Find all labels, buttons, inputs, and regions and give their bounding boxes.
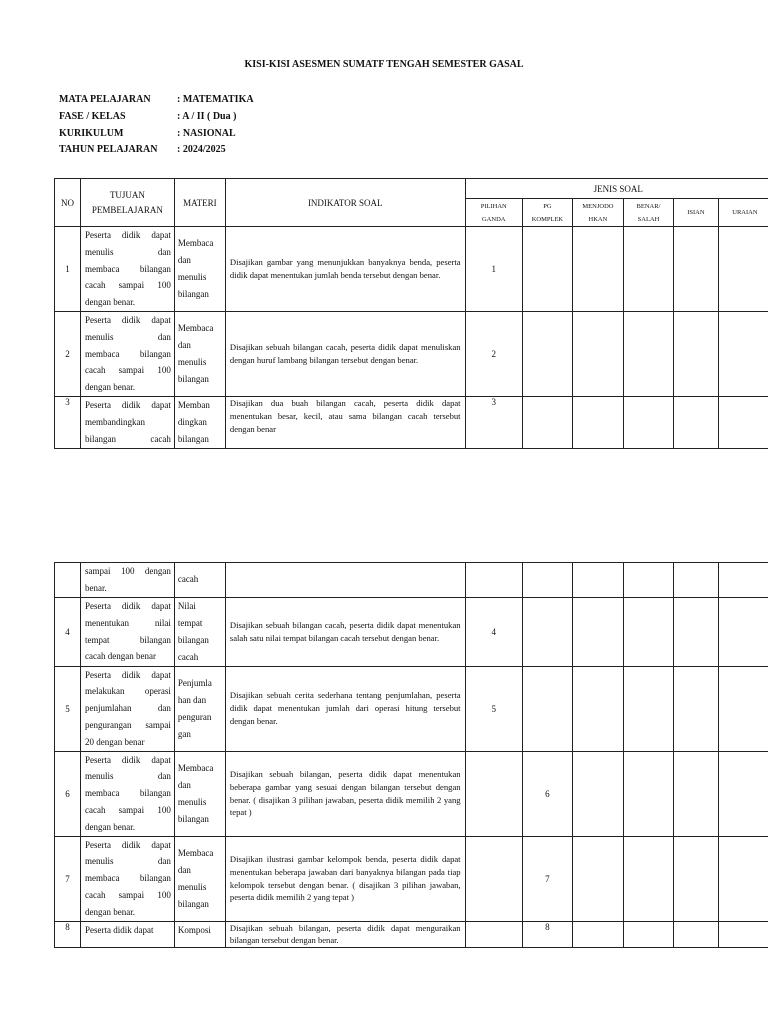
cell-no: 3: [55, 397, 81, 449]
cell-indikator: Disajikan sebuah bilangan, peserta didik dapat menguraikan bilangan tersebut dengan benar.: [225, 921, 465, 948]
cell-isian: [673, 597, 718, 666]
meta-value: : A / II ( Dua ): [177, 110, 237, 122]
cell-materi: [174, 597, 225, 666]
document-meta: [59, 92, 254, 159]
cell-uraian: [718, 921, 768, 948]
tujuan-line: membaca bilangan: [85, 873, 171, 884]
cell-uraian: [718, 397, 768, 449]
cell-uraian: [718, 836, 768, 921]
cell-tujuan: [81, 836, 175, 921]
cell-isian: [673, 227, 718, 312]
header-menjodohkan: [572, 199, 623, 227]
cell-pilihan-ganda: [465, 836, 522, 921]
materi-line: Penjumla: [177, 677, 212, 688]
tujuan-line: membandingkan: [85, 416, 146, 427]
table-row: [55, 312, 768, 397]
tujuan-line: melakukan operasi: [85, 686, 171, 697]
tujuan-line: dengan benar.: [85, 382, 136, 393]
tujuan-line: cacah sampai 100: [85, 804, 171, 815]
cell-pg-komplek: [522, 666, 572, 751]
header-jenis-soal: JENIS SOAL: [465, 179, 768, 199]
tujuan-line: menulis dan: [85, 331, 171, 342]
materi-line: Komposi: [177, 924, 211, 935]
tujuan-line: Peserta didik dapat: [85, 754, 171, 765]
tujuan-line: menulis dan: [85, 856, 171, 867]
cell-pilihan-ganda: [465, 921, 522, 948]
cell-no: 4: [55, 597, 81, 666]
cell-materi: [174, 397, 225, 449]
header-line: PILIHAN: [480, 202, 507, 210]
meta-key: KURIKULUM: [59, 127, 124, 139]
cell-isian: [673, 312, 718, 397]
cell-menjodohkan: [572, 397, 623, 449]
cell-indikator: Disajikan sebuah bilangan cacah, peserta didik dapat menuliskan dengan huruf lambang bilangan tersebut dengan benar.: [225, 312, 465, 397]
cell-pg-komplek: [522, 563, 572, 598]
cell-menjodohkan: [572, 227, 623, 312]
cell-menjodohkan: [572, 312, 623, 397]
tujuan-line: Peserta didik dapat: [85, 839, 171, 850]
header-pg-komplek: [522, 199, 572, 227]
meta-value: : MATEMATIKA: [177, 94, 254, 105]
cell-isian: [673, 751, 718, 836]
cell-menjodohkan: [572, 751, 623, 836]
cell-menjodohkan: [572, 597, 623, 666]
tujuan-line: benar.: [85, 582, 107, 593]
tujuan-line: Peserta didik dapat: [85, 669, 171, 680]
cell-benar-salah: [623, 563, 673, 598]
materi-line: bilangan: [177, 289, 209, 299]
cell-pg-komplek: 8: [522, 921, 572, 948]
materi-line: menulis: [177, 796, 207, 807]
materi-line: gan: [177, 728, 191, 739]
materi-line: tempat: [177, 617, 203, 628]
tujuan-line: membaca bilangan: [85, 348, 171, 359]
cell-isian: [673, 563, 718, 598]
cell-materi: [174, 751, 225, 836]
header-tujuan-line: TUJUAN: [109, 189, 145, 200]
meta-key: TAHUN PELAJARAN: [59, 144, 158, 156]
cell-uraian: [718, 227, 768, 312]
cell-tujuan: [81, 597, 175, 666]
cell-indikator: Disajikan sebuah bilangan, peserta didik dapat menentukan beberapa gambar yang sesuai dengan bilangan tersebut dengan benar. ( disajikan 3 pilihan jawaban, peserta didik memilih 2 yang tepat ): [225, 751, 465, 836]
materi-line: menulis: [177, 881, 207, 892]
materi-line: dan: [177, 864, 191, 875]
header-line: SALAH: [637, 215, 660, 223]
cell-pilihan-ganda: [465, 751, 522, 836]
tujuan-line: sampai 100 dengan: [85, 566, 171, 576]
cell-uraian: [718, 597, 768, 666]
meta-row: [59, 92, 254, 109]
materi-line: Memban: [177, 400, 210, 410]
materi-line: bilangan: [177, 634, 209, 645]
table-row: [55, 921, 768, 948]
cell-menjodohkan: [572, 921, 623, 948]
cell-indikator: Disajikan ilustrasi gambar kelompok benda, peserta didik dapat menentukan beberapa jawaban dari banyaknya bilangan pada tiap kelompok tersebut dengan benar. ( disajikan 3 pilihan jawaban, peserta didik memilih 2 yang tepat ): [225, 836, 465, 921]
tujuan-line: Peserta didik dapat: [85, 315, 171, 325]
header-pilihan-ganda: [465, 199, 522, 227]
cell-benar-salah: [623, 312, 673, 397]
cell-tujuan: [81, 397, 175, 449]
tujuan-line: membaca bilangan: [85, 263, 171, 274]
cell-isian: [673, 921, 718, 948]
materi-line: bilangan: [177, 434, 209, 444]
cell-benar-salah: [623, 666, 673, 751]
cell-uraian: [718, 312, 768, 397]
cell-tujuan: [81, 751, 175, 836]
cell-indikator: Disajikan dua buah bilangan cacah, peserta didik dapat menentukan besar, kecil, atau sama bilangan cacah tersebut dengan benar: [225, 397, 465, 449]
cell-indikator: Disajikan sebuah cerita sederhana tentang penjumlahan, peserta didik dapat menentukan jumlah dari operasi hitung tersebut dengan benar.: [225, 666, 465, 751]
tujuan-line: menulis dan: [85, 246, 171, 257]
cell-materi: [174, 227, 225, 312]
tujuan-line: Peserta didik dapat: [85, 924, 154, 935]
materi-line: Membaca: [177, 238, 214, 248]
cell-benar-salah: [623, 227, 673, 312]
table-row: [55, 751, 768, 836]
cell-tujuan: [81, 227, 175, 312]
tujuan-line: dengan benar.: [85, 906, 136, 917]
materi-line: Membaca: [177, 847, 214, 858]
tujuan-line: Peserta didik dapat: [85, 400, 171, 410]
materi-line: bilangan: [177, 813, 209, 824]
cell-tujuan: [81, 666, 175, 751]
materi-line: dan: [177, 779, 191, 790]
materi-line: dingkan: [177, 417, 207, 427]
meta-row: [59, 142, 254, 159]
tujuan-line: dengan benar.: [85, 821, 136, 832]
header-tujuan: [81, 179, 175, 227]
tujuan-line: Peserta didik dapat: [85, 601, 171, 611]
cell-menjodohkan: [572, 666, 623, 751]
header-line: GANDA: [481, 215, 506, 223]
header-line: BENAR/: [636, 202, 661, 210]
cell-benar-salah: [623, 397, 673, 449]
cell-no: 2: [55, 312, 81, 397]
tujuan-line: membaca bilangan: [85, 788, 171, 799]
materi-line: menulis: [177, 357, 207, 367]
cell-no: [55, 563, 81, 598]
tujuan-line: cacah sampai 100: [85, 889, 171, 900]
cell-uraian: [718, 563, 768, 598]
cell-pilihan-ganda: [465, 563, 522, 598]
materi-line: cacah: [177, 651, 199, 662]
materi-line: cacah: [177, 574, 199, 585]
cell-benar-salah: [623, 836, 673, 921]
table-header-row: [55, 179, 768, 199]
table-body-page-2: [55, 563, 768, 948]
cell-pg-komplek: [522, 597, 572, 666]
meta-row: [59, 109, 254, 126]
cell-menjodohkan: [572, 836, 623, 921]
cell-isian: [673, 666, 718, 751]
cell-pilihan-ganda: 3: [465, 397, 522, 449]
cell-benar-salah: [623, 921, 673, 948]
cell-tujuan: [81, 921, 175, 948]
cell-indikator: [225, 563, 465, 598]
cell-tujuan: [81, 563, 175, 598]
cell-no: 7: [55, 836, 81, 921]
tujuan-line: menulis dan: [85, 771, 171, 782]
cell-indikator: Disajikan gambar yang menunjukkan banyaknya benda, peserta didik dapat menentukan jumlah benda tersebut dengan benar.: [225, 227, 465, 312]
header-isian: ISIAN: [673, 199, 718, 227]
meta-key: FASE / KELAS: [59, 110, 126, 122]
cell-materi: [174, 312, 225, 397]
cell-pg-komplek: [522, 397, 572, 449]
cell-materi: [174, 921, 225, 948]
header-indikator: INDIKATOR SOAL: [225, 179, 465, 227]
materi-line: Membaca: [177, 323, 214, 333]
cell-pg-komplek: [522, 312, 572, 397]
document-title: KISI-KISI ASESMEN SUMATF TENGAH SEMESTER GASAL: [244, 59, 524, 70]
cell-menjodohkan: [572, 563, 623, 598]
header-uraian: URAIAN: [718, 199, 768, 227]
kisi-kisi-table-page-2: [54, 562, 768, 948]
tujuan-line: cacah sampai 100: [85, 280, 171, 291]
tujuan-line: Peserta didik dapat: [85, 230, 171, 240]
cell-pilihan-ganda: 5: [465, 666, 522, 751]
tujuan-line: dengan benar.: [85, 297, 136, 308]
materi-line: bilangan: [177, 374, 209, 384]
table-row: [55, 397, 768, 449]
header-materi: MATERI: [174, 179, 225, 227]
tujuan-line: 20 dengan benar: [85, 736, 145, 747]
table-row: [55, 836, 768, 921]
materi-line: bilangan: [177, 898, 209, 909]
cell-materi: [174, 563, 225, 598]
cell-pg-komplek: 7: [522, 836, 572, 921]
cell-pg-komplek: [522, 227, 572, 312]
table-row: [55, 227, 768, 312]
cell-materi: [174, 836, 225, 921]
cell-materi: [174, 666, 225, 751]
cell-no: 1: [55, 227, 81, 312]
materi-line: dan: [177, 340, 191, 350]
kisi-kisi-table-page-1: [54, 178, 768, 449]
header-line: KOMPLEK: [531, 215, 564, 223]
cell-pilihan-ganda: 2: [465, 312, 522, 397]
materi-line: menulis: [177, 272, 207, 282]
cell-no: 6: [55, 751, 81, 836]
cell-isian: [673, 836, 718, 921]
materi-line: Nilai: [177, 600, 196, 611]
tujuan-line: cacah sampai 100: [85, 365, 171, 376]
header-line: PG: [543, 202, 552, 210]
header-benar-salah: [623, 199, 673, 227]
materi-line: Membaca: [177, 762, 214, 773]
tujuan-line: cacah dengan benar: [85, 651, 157, 662]
cell-pg-komplek: 6: [522, 751, 572, 836]
cell-benar-salah: [623, 751, 673, 836]
meta-row: [59, 126, 254, 143]
table-row: [55, 563, 768, 598]
header-tujuan-line: PEMBELAJARAN: [91, 204, 163, 215]
meta-value: : NASIONAL: [177, 127, 236, 139]
cell-isian: [673, 397, 718, 449]
cell-pilihan-ganda: 4: [465, 597, 522, 666]
materi-line: dan: [177, 255, 191, 265]
tujuan-line: menentukan nilai: [85, 617, 171, 628]
header-line: MENJODO: [582, 202, 614, 210]
cell-uraian: [718, 751, 768, 836]
header-line: HKAN: [588, 215, 608, 223]
cell-tujuan: [81, 312, 175, 397]
tujuan-line: bilangan cacah: [85, 433, 171, 444]
tujuan-line: pengurangan sampai: [85, 719, 171, 730]
cell-benar-salah: [623, 597, 673, 666]
cell-no: 8: [55, 921, 81, 948]
table-body-page-1: [55, 227, 768, 449]
materi-line: penguran: [177, 711, 212, 722]
tujuan-line: tempat bilangan: [85, 634, 171, 645]
table-row: [55, 666, 768, 751]
meta-value: : 2024/2025: [177, 144, 226, 156]
header-no: NO: [55, 179, 81, 227]
cell-indikator: Disajikan sebuah bilangan cacah, peserta didik dapat menentukan salah satu nilai tempat bilangan cacah tersebut dengan benar.: [225, 597, 465, 666]
cell-pilihan-ganda: 1: [465, 227, 522, 312]
materi-line: han dan: [177, 694, 207, 705]
table-row: [55, 597, 768, 666]
cell-no: 5: [55, 666, 81, 751]
meta-key: MATA PELAJARAN: [59, 94, 151, 105]
tujuan-line: penjumlahan dan: [85, 703, 171, 714]
cell-uraian: [718, 666, 768, 751]
